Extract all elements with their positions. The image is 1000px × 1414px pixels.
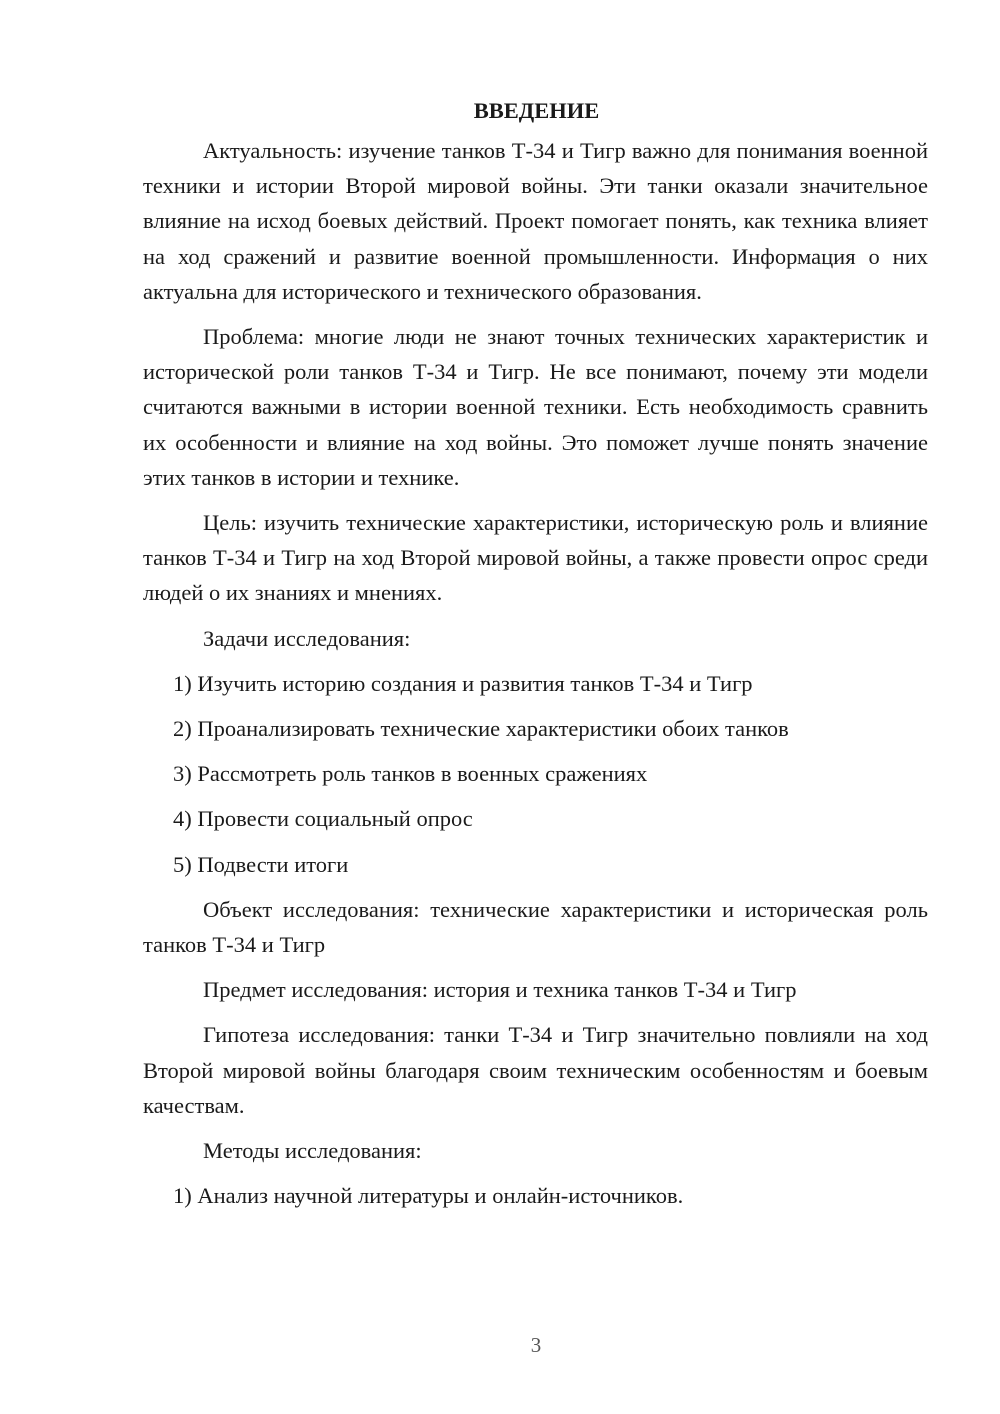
methods-list	[143, 1178, 928, 1213]
paragraph-problem: Проблема: многие люди не знают точных технических характеристик и исторической роли танков Т-34 и Тигр. Не все понимают, почему эти модели считаются важными в истории военной техники. Есть необходимость сравнить их особенности и влияние на ход войны. Это поможет лучше понять значение этих танков в истории и технике.	[143, 324, 928, 490]
list-item: 1) Изучить историю создания и развития танков Т-34 и Тигр	[173, 670, 753, 696]
document-page	[143, 93, 928, 1223]
page-number: 3	[530, 1333, 542, 1357]
list-item: 4) Провести социальный опрос	[173, 806, 473, 832]
paragraph-relevance: Актуальность: изучение танков Т-34 и Тигр важно для понимания военной техники и истории Второй мировой войны. Эти танки оказали значительное влияние на исход боевых действий. Проект помогает понять, как техника влияет на ход сражений и развитие военной промышленности. Информация о них актуальна для исторического и технического образования.	[143, 138, 928, 304]
tasks-list	[143, 666, 928, 882]
list-item: 5) Подвести итоги	[173, 851, 349, 877]
list-item: 3) Рассмотреть роль танков в военных сражениях	[173, 761, 648, 787]
paragraph-object: Объект исследования: технические характеристики и историческая роль танков Т-34 и Тигр	[143, 896, 928, 958]
section-title: ВВЕДЕНИЕ	[473, 98, 600, 123]
paragraph-subject: Предмет исследования: история и техника танков Т-34 и Тигр	[203, 977, 797, 1003]
tasks-heading: Задачи исследования:	[203, 625, 411, 651]
methods-heading: Методы исследования:	[203, 1138, 422, 1164]
paragraph-hypothesis: Гипотеза исследования: танки Т-34 и Тигр значительно повлияли на ход Второй мировой войны благодаря своим техническим особенностям и боевым качествам.	[143, 1022, 928, 1118]
list-item: 2) Проанализировать технические характеристики обоих танков	[173, 716, 789, 742]
paragraph-goal: Цель: изучить технические характеристики, историческую роль и влияние танков Т-34 и Тигр на ход Второй мировой войны, а также провести опрос среди людей о их знаниях и мнениях.	[143, 510, 928, 606]
list-item: 1) Анализ научной литературы и онлайн-источников.	[173, 1183, 684, 1209]
